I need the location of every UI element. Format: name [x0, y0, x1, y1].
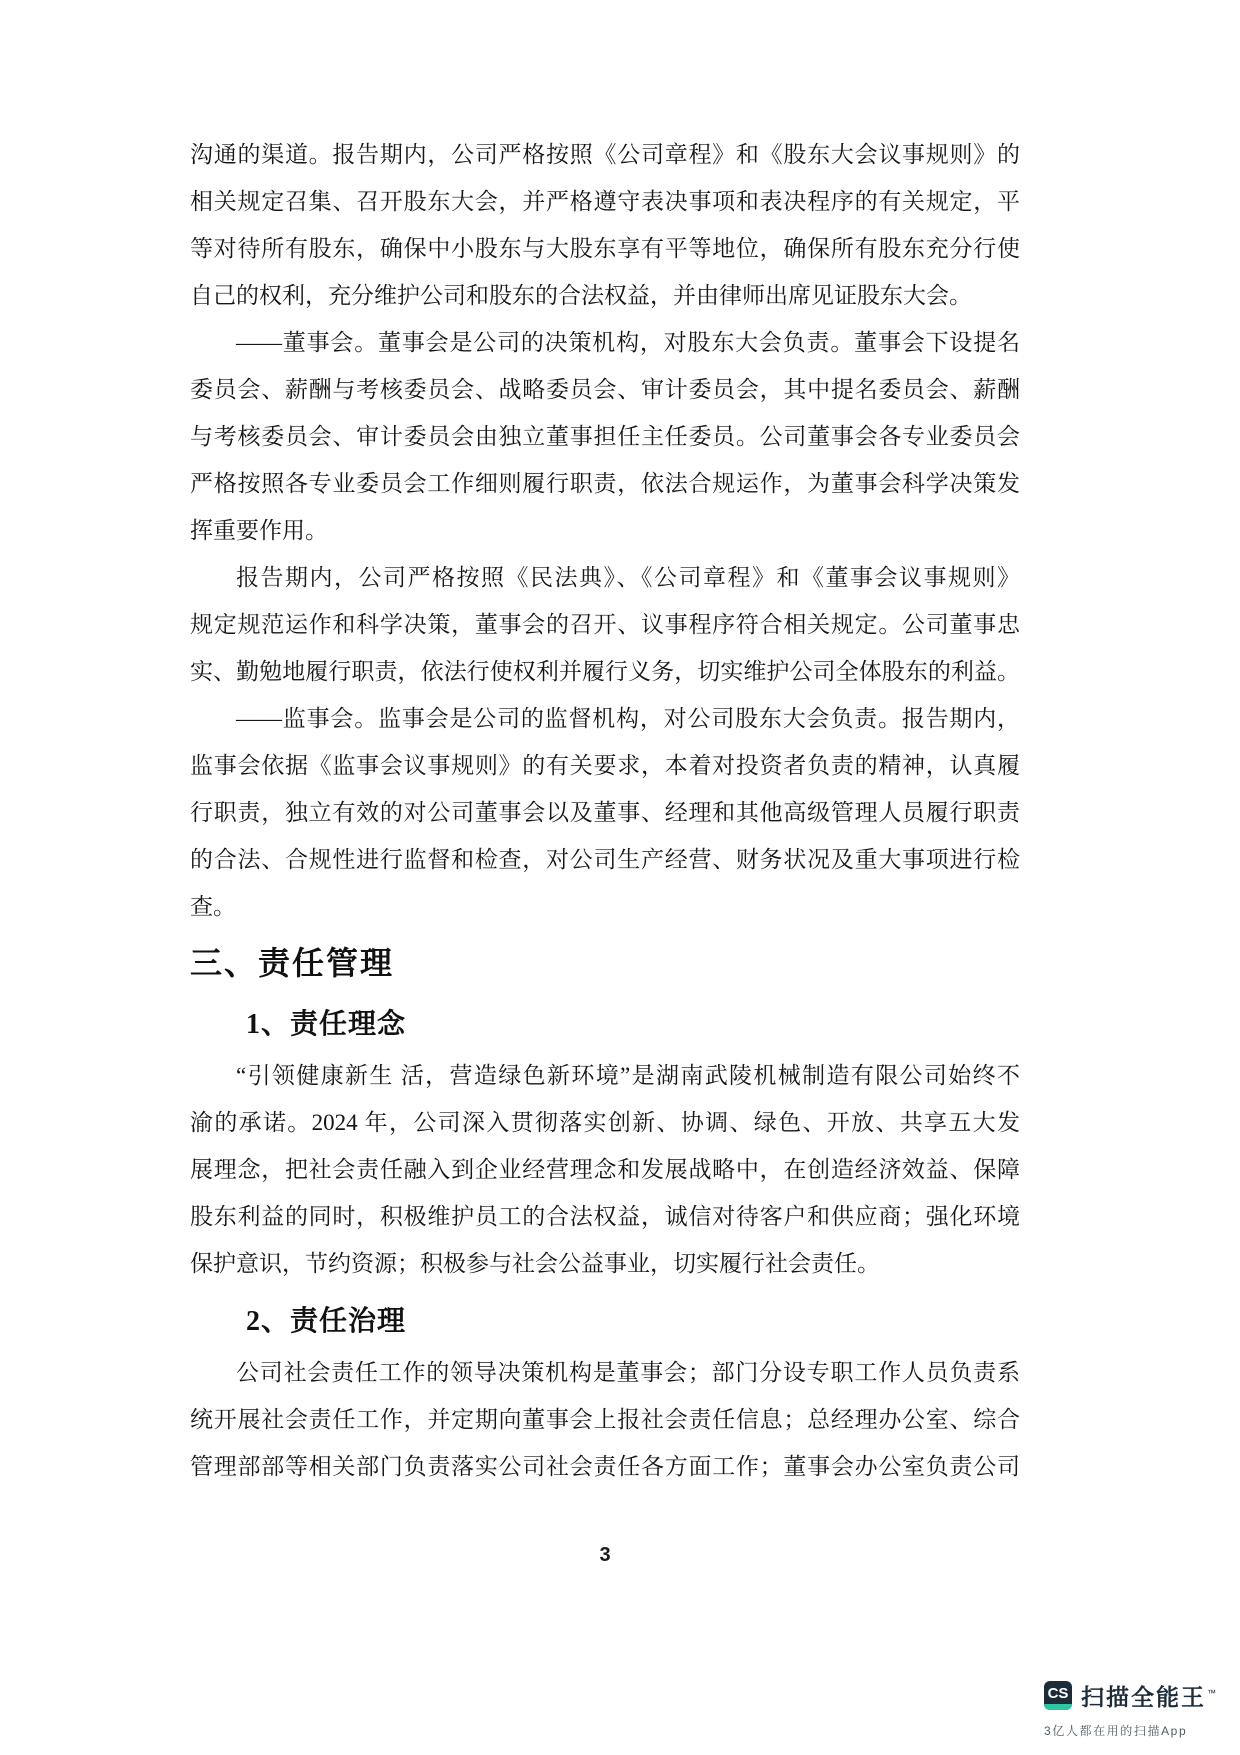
text-line: 沟通的渠道。报告期内，公司严格按照《公司章程》和《股东大会议事规则》的 [190, 142, 1020, 167]
text-line: 与考核委员会、审计委员会由独立董事担任主任委员。公司董事会各专业委员会 [190, 424, 1020, 449]
text-line: 展理念，把社会责任融入到企业经营理念和发展战略中，在创造经济效益、保障 [190, 1157, 1020, 1182]
sub-heading: 2、责任治理 [246, 1306, 407, 1337]
text-line: 监事会依据《监事会议事规则》的有关要求，本着对投资者负责的精神，认真履 [190, 753, 1020, 778]
section-heading: 三、责任管理 [190, 945, 395, 981]
text-line: “引领健康新生 活，营造绿色新环境”是湖南武陵机械制造有限公司始终不 [236, 1063, 1020, 1088]
text-line: 查。 [190, 894, 236, 919]
sub-heading: 1、责任理念 [246, 1009, 407, 1040]
text-line: ——董事会。董事会是公司的决策机构，对股东大会负责。董事会下设提名 [236, 330, 1020, 355]
camscanner-tagline: 3亿人都在用的扫描App [1044, 1724, 1188, 1738]
camscanner-watermark [1044, 1679, 1218, 1739]
text-line: 严格按照各专业委员会工作细则履行职责，依法合规运作，为董事会科学决策发 [190, 471, 1020, 496]
camscanner-logo-icon [1044, 1681, 1072, 1710]
camscanner-brand-text: 扫描全能王 [1081, 1684, 1206, 1710]
text-line: 相关规定召集、召开股东大会，并严格遵守表决事项和表决程序的有关规定，平 [190, 189, 1020, 214]
text-line: 行职责，独立有效的对公司董事会以及董事、经理和其他高级管理人员履行职责 [190, 800, 1020, 825]
text-line: 挥重要作用。 [190, 518, 328, 543]
text-line: 实、勤勉地履行职责，依法行使权利并履行义务，切实维护公司全体股东的利益。 [190, 659, 1020, 684]
camscanner-brand-row [1044, 1679, 1218, 1712]
text-line: 自己的权利，充分维护公司和股东的合法权益，并由律师出席见证股东大会。 [190, 283, 972, 308]
text-line: ——监事会。监事会是公司的监督机构，对公司股东大会负责。报告期内， [236, 706, 1020, 731]
text-line: 公司社会责任工作的领导决策机构是董事会；部门分设专职工作人员负责系 [236, 1360, 1020, 1385]
text-line: 管理部部等相关部门负责落实公司社会责任各方面工作；董事会办公室负责公司 [190, 1454, 1020, 1479]
text-line: 等对待所有股东，确保中小股东与大股东享有平等地位，确保所有股东充分行使 [190, 236, 1020, 261]
document-body [190, 131, 1020, 1490]
text-line: 规定规范运作和科学决策，董事会的召开、议事程序符合相关规定。公司董事忠 [190, 612, 1020, 637]
trademark-symbol: ™ [1207, 1688, 1218, 1699]
camscanner-logo-teal-bar [1044, 1704, 1072, 1710]
text-line: 统开展社会责任工作，并定期向董事会上报社会责任信息；总经理办公室、综合 [190, 1407, 1020, 1432]
camscanner-brand-name [1081, 1679, 1218, 1712]
text-line: 渝的承诺。2024 年，公司深入贯彻落实创新、协调、绿色、开放、共享五大发 [190, 1110, 1020, 1135]
text-line: 保护意识，节约资源；积极参与社会公益事业，切实履行社会责任。 [190, 1251, 880, 1276]
text-line: 委员会、薪酬与考核委员会、战略委员会、审计委员会，其中提名委员会、薪酬 [190, 377, 1020, 402]
text-line: 股东利益的同时，积极维护员工的合法权益，诚信对待客户和供应商；强化环境 [190, 1204, 1020, 1229]
text-line: 报告期内，公司严格按照《民法典》、《公司章程》和《董事会议事规则》 [236, 565, 1020, 590]
text-line: 的合法、合规性进行监督和检查，对公司生产经营、财务状况及重大事项进行检 [190, 847, 1020, 872]
camscanner-logo-letters: CS [1047, 1684, 1069, 1702]
page-number: 3 [599, 1544, 611, 1566]
